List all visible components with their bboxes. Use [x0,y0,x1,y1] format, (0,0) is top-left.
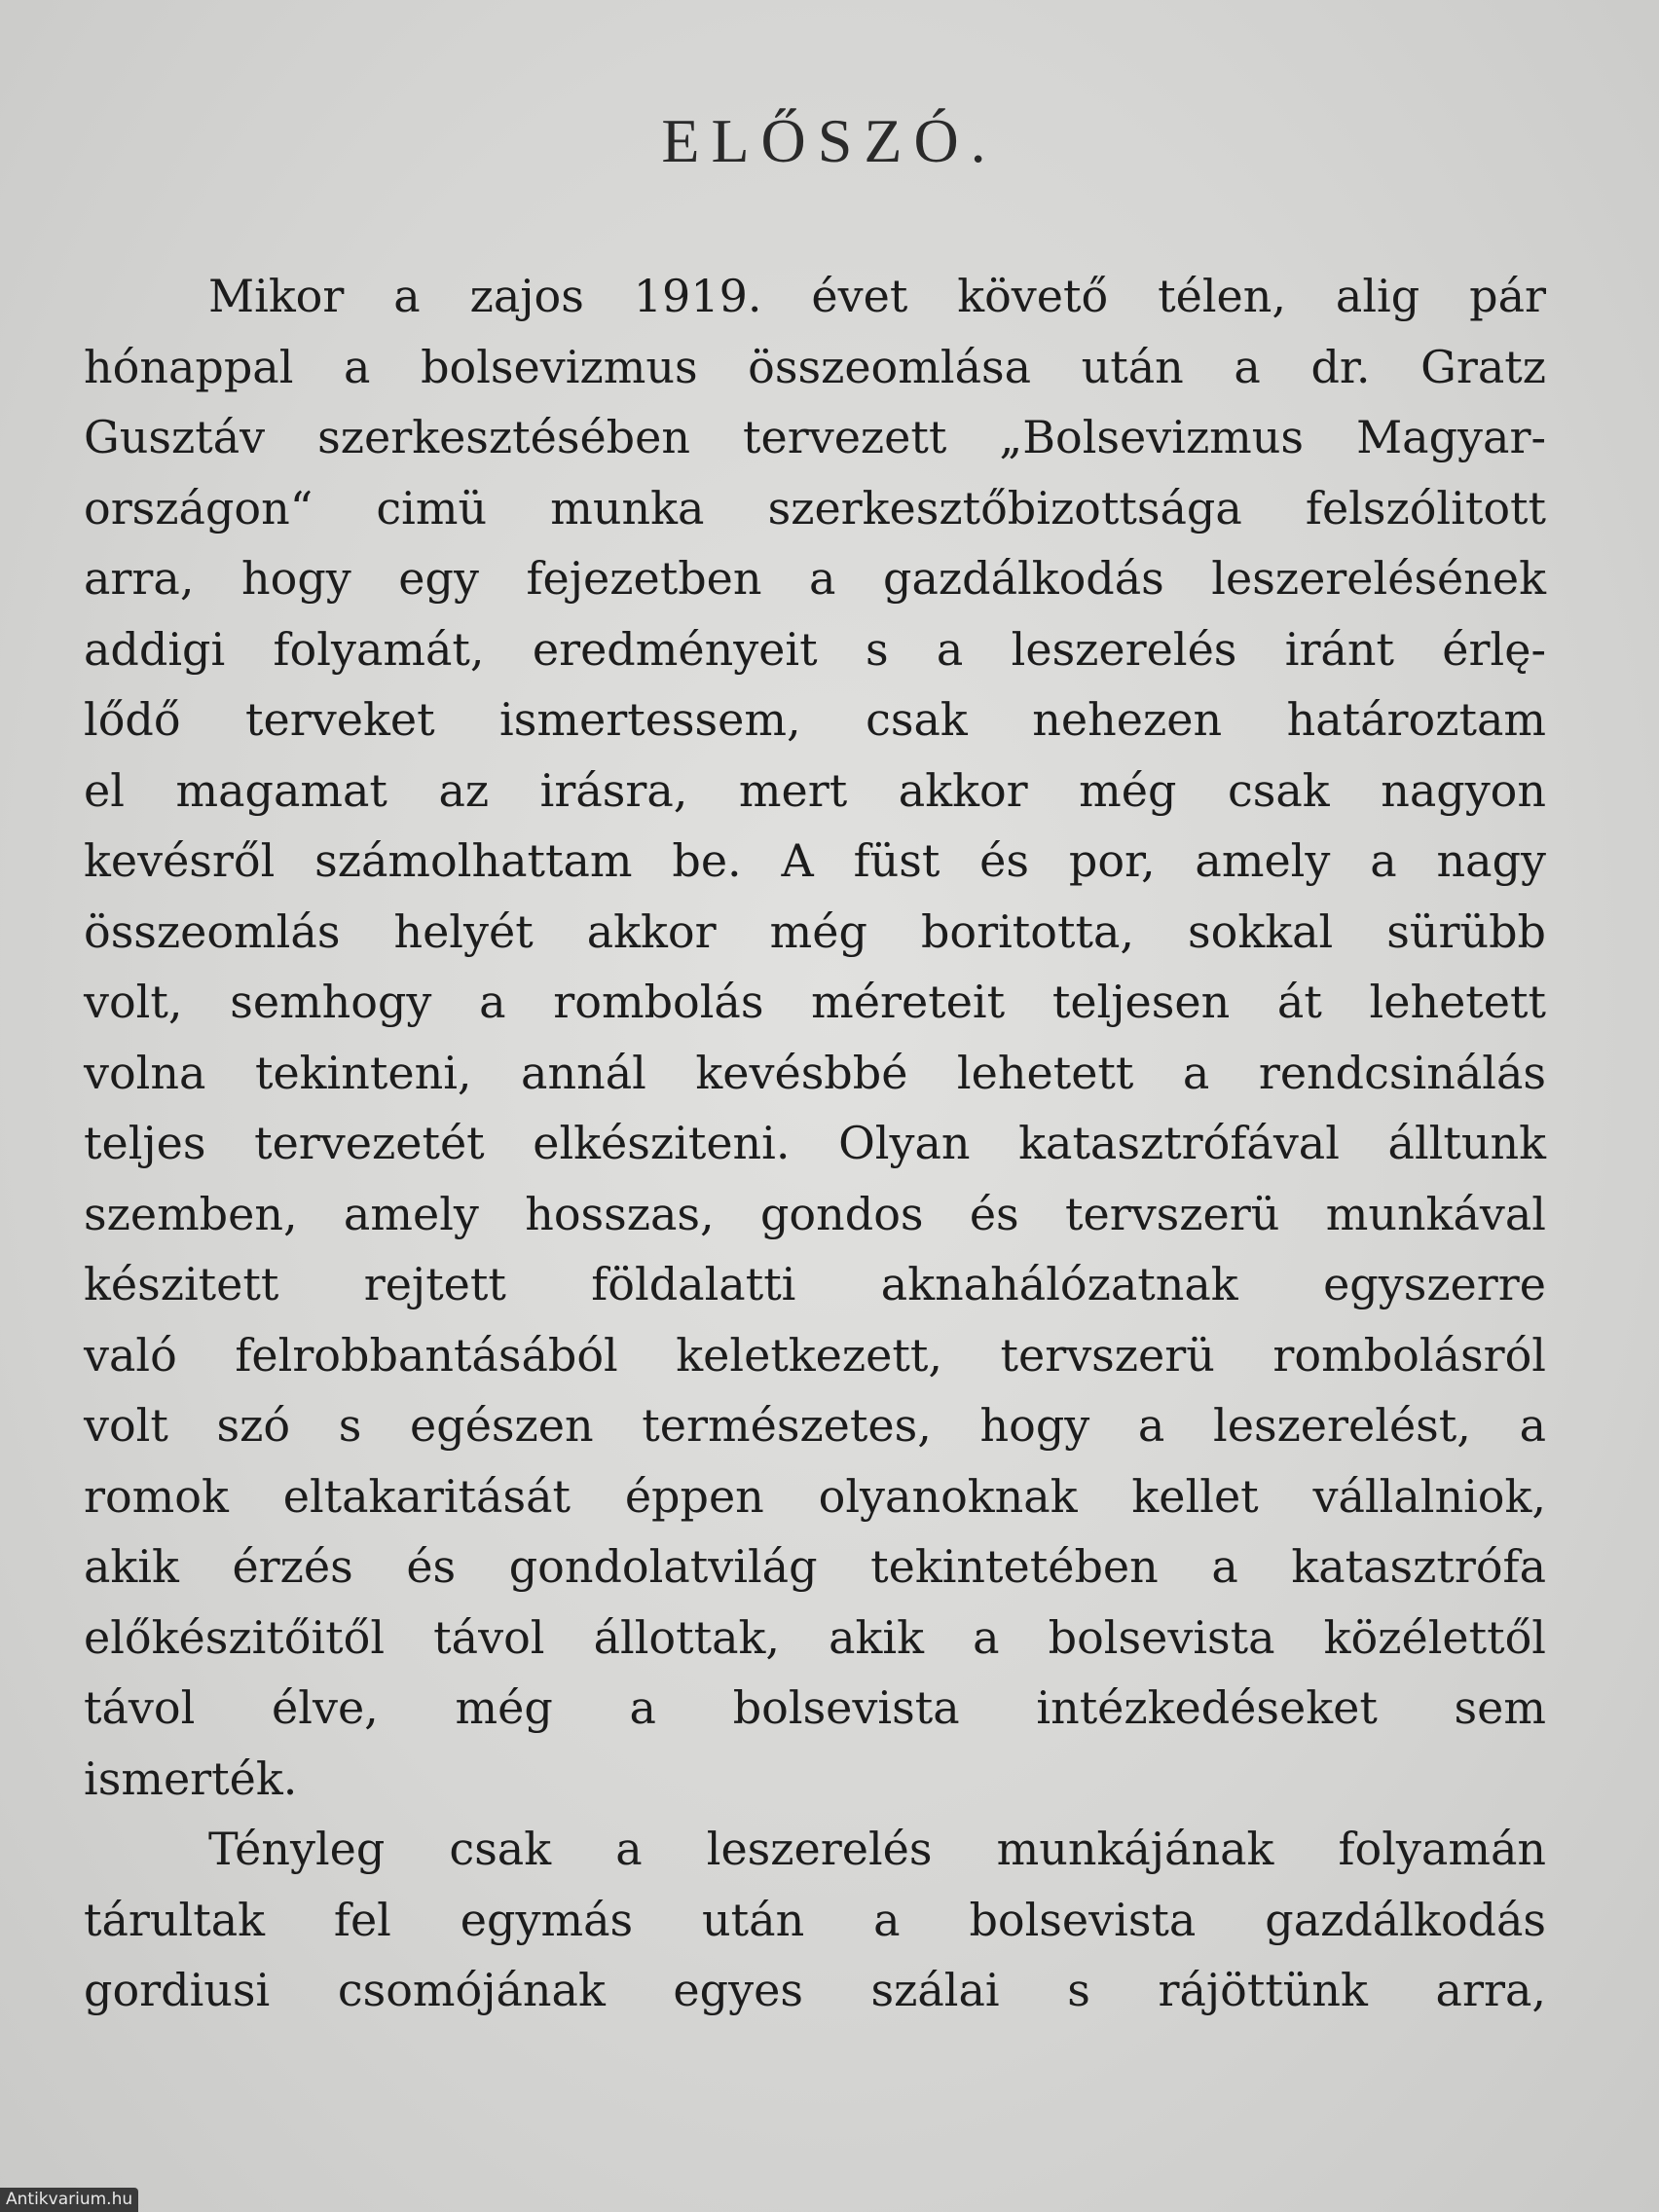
text-line: tárultak fel egymás után a bolsevista gazdálkodás [84,1893,1546,1946]
text-line: készitett rejtett földalatti aknahálózatnak egyszerre [84,1258,1546,1310]
page-title: ELŐSZÓ. [661,106,998,175]
text-line: szemben, amely hosszas, gondos és tervszerü munkával [84,1187,1546,1240]
text-line: lődő terveket ismertessem, csak nehezen határoztam [84,693,1546,746]
text-line: távol élve, még a bolsevista intézkedéseket sem [84,1681,1546,1734]
text-line: romok eltakaritását éppen olyanoknak kellet vállalniok, [84,1469,1546,1523]
text-line: akik érzés és gondolatvilág tekintetében a katasztrófa [84,1540,1546,1593]
text-line: teljes tervezetét elkésziteni. Olyan katasztrófával álltunk [84,1117,1546,1169]
paragraph-1 [84,261,1546,1814]
text-line: arra, hogy egy fejezetben a gazdálkodás leszerelésének [84,552,1546,605]
text-line: volt, semhogy a rombolás méreteit teljesen át lehetett [84,976,1546,1028]
text-line: való felrobbantásából keletkezett, tervszerü rombolásról [84,1328,1546,1382]
text-line: kevésről számolhattam be. A füst és por, amely a nagy [84,834,1546,887]
text-line: addigi folyamát, eredményeit s a leszerelés iránt érlę- [84,622,1546,676]
text-line: Gusztáv szerkesztésében tervezett „Bolsevizmus Magyar- [84,411,1546,463]
text-line: előkészitőitől távol állottak, akik a bolsevista közélettől [84,1610,1546,1664]
body-text [84,261,1546,2026]
text-line: el magamat az irásra, mert akkor még csak nagyon [84,763,1546,817]
text-line: volna tekinteni, annál kevésbbé lehetett a rendcsinálás [84,1046,1546,1099]
text-line: hónappal a bolsevizmus összeomlása után a dr. Gratz [84,340,1546,393]
text-line: volt szó s egészen természetes, hogy a leszerelést, a [84,1399,1546,1452]
text-line: országon“ cimü munka szerkesztőbizottsága felszólitott [84,481,1546,535]
text-line: ismerték. [84,1751,298,1805]
text-line: Tényleg csak a leszerelés munkájának folyamán [208,1823,1546,1875]
paragraph-2 [84,1814,1546,2026]
text-line: gordiusi csomójának egyes szálai s rájöttünk arra, [84,1964,1546,2016]
text-line: összeomlás helyét akkor még boritotta, sokkal sürübb [84,904,1546,958]
text-line: Mikor a zajos 1919. évet követő télen, alig pár [208,270,1546,322]
watermark: Antikvarium.hu [0,2188,138,2212]
